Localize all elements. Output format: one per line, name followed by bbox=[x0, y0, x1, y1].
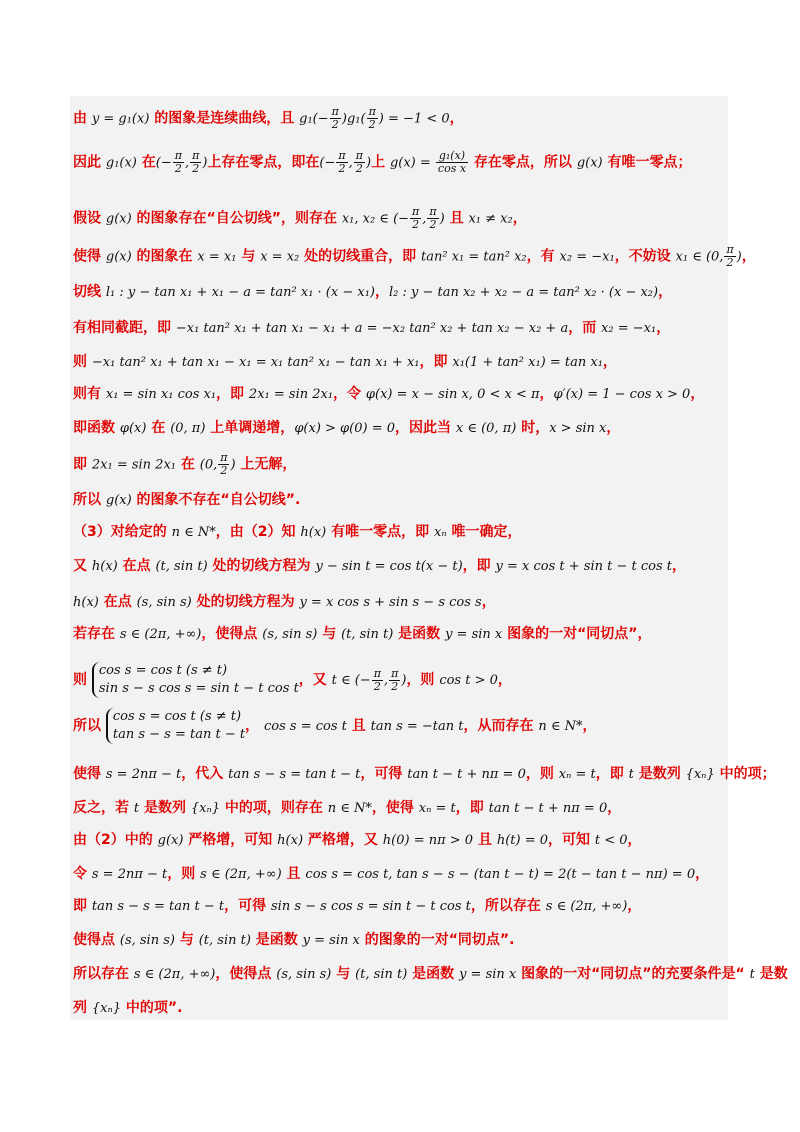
explanation-text: 又 bbox=[73, 558, 92, 574]
fraction-numerator: π bbox=[331, 105, 339, 118]
explanation-text: 的图象存在“自公切线”，则存在 bbox=[131, 210, 342, 227]
math-expression: y = sin x bbox=[459, 967, 517, 982]
explanation-text: 中的项； bbox=[714, 766, 776, 782]
explanation-text: 在点 bbox=[98, 594, 137, 610]
math-expression: ) bbox=[736, 249, 742, 265]
math-expression: x₁ = sin x₁ cos x₁ bbox=[105, 387, 217, 402]
solution-line bbox=[73, 318, 730, 339]
math-expression: φ(x) bbox=[119, 421, 147, 436]
fraction bbox=[372, 668, 383, 693]
fraction-denominator: 2 bbox=[355, 162, 363, 175]
math-expression: tan t − t + nπ = 0 bbox=[407, 767, 526, 782]
explanation-text: 时， bbox=[516, 420, 550, 436]
solution-line bbox=[73, 384, 730, 405]
math-expression: φ(x) = x − sin x, 0 < x < π bbox=[365, 387, 540, 402]
math-expression: {xₙ} bbox=[190, 801, 221, 816]
explanation-text: ，则 bbox=[167, 866, 201, 882]
fraction-numerator: π bbox=[726, 243, 734, 256]
solution-line bbox=[73, 282, 730, 303]
math-expression: (s, sin s) bbox=[136, 595, 192, 610]
solution-line bbox=[73, 490, 730, 511]
fraction-denominator: 2 bbox=[412, 218, 420, 231]
fraction-denominator: 2 bbox=[391, 679, 399, 693]
fraction-numerator: g₁(x) bbox=[436, 150, 468, 163]
fraction bbox=[330, 106, 341, 131]
explanation-text: 处的切线方程为 bbox=[191, 594, 300, 610]
math-expression: g(x) bbox=[105, 211, 132, 227]
explanation-text: 与 bbox=[174, 932, 199, 948]
explanation-text: ，使得点 bbox=[215, 966, 277, 982]
math-expression: tan s − s = tan t − t bbox=[91, 899, 225, 914]
explanation-text: 上 bbox=[371, 154, 390, 171]
explanation-text: ，由（2）知 bbox=[215, 524, 301, 540]
fraction bbox=[173, 150, 184, 175]
math-expression: {xₙ} bbox=[685, 767, 715, 782]
fraction-numerator: π bbox=[355, 149, 363, 162]
explanation-text: ， bbox=[607, 800, 622, 816]
explanation-text: 是函数 bbox=[393, 626, 446, 642]
explanation-text: 的图象不存在“自公切线”. bbox=[131, 492, 301, 508]
math-expression: h(x) bbox=[73, 595, 99, 610]
explanation-text: ， bbox=[497, 672, 512, 688]
explanation-text: ， bbox=[481, 594, 496, 610]
explanation-text: 所以 bbox=[73, 492, 106, 508]
equation-system bbox=[106, 708, 245, 744]
math-expression: (0, bbox=[199, 457, 218, 473]
explanation-text: ， bbox=[741, 248, 756, 265]
fraction bbox=[190, 150, 201, 175]
explanation-text: ， bbox=[582, 718, 597, 734]
explanation-text: ，有 bbox=[526, 248, 560, 265]
fraction-denominator: 2 bbox=[429, 218, 437, 231]
explanation-text: ，即 bbox=[216, 386, 249, 402]
math-expression: x₁ ∈ (0, bbox=[675, 249, 724, 265]
explanation-text: 所以存在 bbox=[73, 966, 134, 982]
explanation-text: ， bbox=[512, 210, 527, 227]
explanation-text: ，则 bbox=[406, 672, 440, 688]
fraction bbox=[367, 106, 378, 131]
math-expression: n ∈ N* bbox=[171, 525, 216, 540]
math-expression: tan s − s = tan t − t bbox=[228, 767, 361, 782]
fraction-numerator: π bbox=[391, 666, 399, 680]
system-equation: tan s − s = tan t − t bbox=[112, 727, 246, 742]
math-expression: n ∈ N* bbox=[538, 719, 583, 734]
math-expression: g₁(− bbox=[299, 111, 329, 127]
math-expression: ) bbox=[202, 155, 208, 171]
math-expression: sin s − s cos s = sin t − t cos t bbox=[270, 899, 471, 914]
explanation-text: 即 bbox=[73, 456, 92, 473]
math-expression: n ∈ N* bbox=[327, 801, 372, 816]
math-expression: cos s = cos t bbox=[263, 719, 347, 734]
explanation-text: 是函数 bbox=[407, 966, 460, 982]
math-expression: h(0) = nπ > 0 bbox=[382, 833, 474, 848]
explanation-text: 处的切线方程为 bbox=[207, 558, 316, 574]
math-expression: , bbox=[422, 211, 427, 227]
explanation-text: ， bbox=[627, 832, 642, 848]
math-expression: (t, sin t) bbox=[355, 967, 408, 982]
explanation-text: ，使得点 bbox=[201, 626, 263, 642]
explanation-text: 与 bbox=[317, 626, 342, 642]
explanation-text: 由 bbox=[73, 110, 92, 127]
math-expression: 2x₁ = sin 2x₁ bbox=[91, 457, 176, 473]
system-equation: sin s − s cos s = sin t − t cos t bbox=[98, 681, 299, 696]
explanation-text: ，则 bbox=[525, 766, 559, 782]
math-expression: g₁(x) bbox=[105, 155, 137, 171]
explanation-text: ， bbox=[656, 320, 671, 336]
math-expression: y = x cos t + sin t − t cos t bbox=[495, 559, 672, 574]
equation-system bbox=[92, 662, 299, 698]
explanation-text: 与 bbox=[236, 248, 261, 265]
explanation-text: 是数列 bbox=[633, 766, 686, 782]
math-expression: h(t) = 0 bbox=[496, 833, 548, 848]
math-expression: , bbox=[383, 673, 389, 688]
solution-line bbox=[73, 352, 730, 373]
math-expression: g(x) bbox=[105, 493, 132, 508]
fraction-numerator: π bbox=[429, 205, 437, 218]
explanation-text: ， bbox=[690, 386, 705, 402]
explanation-text: ， bbox=[602, 354, 617, 370]
math-expression: , bbox=[184, 155, 190, 171]
explanation-text: 若存在 bbox=[73, 626, 120, 642]
solution-line bbox=[73, 452, 730, 477]
explanation-text: 有相同截距，即 bbox=[73, 320, 176, 336]
explanation-text: ， bbox=[658, 284, 673, 300]
explanation-text: 使得 bbox=[73, 248, 106, 265]
explanation-text: 反之，若 bbox=[73, 800, 134, 816]
explanation-text: ，不妨设 bbox=[614, 248, 676, 265]
fraction bbox=[436, 150, 468, 175]
explanation-text: 是函数 bbox=[250, 932, 303, 948]
math-expression: y = sin x bbox=[445, 627, 503, 642]
explanation-text: 在点 bbox=[117, 558, 156, 574]
math-expression: x ∈ (0, π) bbox=[455, 421, 517, 436]
math-expression: (s, sin s) bbox=[276, 967, 332, 982]
fraction bbox=[410, 206, 421, 231]
explanation-text: ，可得 bbox=[224, 898, 271, 914]
solution-line bbox=[73, 106, 730, 131]
math-expression: ) bbox=[230, 457, 236, 473]
fraction bbox=[724, 244, 735, 269]
explanation-text: 且 bbox=[444, 210, 469, 227]
solution-line bbox=[73, 930, 730, 951]
math-expression: t ∈ (− bbox=[331, 673, 371, 688]
math-expression: y = g₁(x) bbox=[91, 111, 150, 127]
math-expression: x = x₂ bbox=[260, 249, 300, 265]
math-expression: cos s = cos t, tan s − s − (tan t − t) = 2(t − tan t − nπ) = 0 bbox=[305, 867, 696, 882]
explanation-text: ， bbox=[539, 386, 554, 402]
math-expression: (0, π) bbox=[170, 421, 206, 436]
explanation-text: ，从而存在 bbox=[463, 718, 539, 734]
math-expression: x₁, x₂ ∈ (− bbox=[341, 211, 410, 227]
fraction-denominator: 2 bbox=[368, 118, 376, 131]
math-expression: tan s = −tan t bbox=[370, 719, 464, 734]
explanation-text: ，可得 bbox=[360, 766, 408, 782]
math-expression: t bbox=[133, 801, 140, 816]
explanation-text: 严格增，可知 bbox=[183, 832, 278, 848]
math-expression: ) bbox=[401, 673, 407, 688]
explanation-text: 唯一确定， bbox=[446, 524, 522, 540]
math-expression: s = 2nπ − t bbox=[91, 867, 168, 882]
math-expression: h(x) bbox=[91, 559, 118, 574]
fraction-numerator: π bbox=[373, 666, 381, 680]
explanation-text: ，即 bbox=[595, 766, 629, 782]
explanation-text: 由（2）中的 bbox=[73, 832, 158, 848]
explanation-text: 图象的一对“同切点”的充要条件是“ bbox=[516, 966, 750, 982]
math-expression: )g₁( bbox=[341, 111, 366, 127]
explanation-text: 处的切线重合，即 bbox=[299, 248, 422, 265]
explanation-text: ，所以存在 bbox=[470, 898, 546, 914]
explanation-text: ，代入 bbox=[181, 766, 229, 782]
explanation-text: 在 bbox=[176, 456, 200, 473]
math-expression: φ′(x) = 1 − cos x > 0 bbox=[553, 387, 691, 402]
explanation-text: 存在零点，所以 bbox=[469, 154, 577, 171]
math-expression: (s, sin s) bbox=[119, 933, 175, 948]
explanation-text: ，而 bbox=[568, 320, 602, 336]
explanation-text: 与 bbox=[331, 966, 356, 982]
explanation-text: 即 bbox=[73, 898, 92, 914]
explanation-text: 中的项，则存在 bbox=[220, 800, 328, 816]
math-expression: xₙ bbox=[434, 525, 447, 540]
fraction-denominator: 2 bbox=[373, 679, 381, 693]
explanation-text: 在 bbox=[136, 154, 156, 171]
math-expression: (t, sin t) bbox=[341, 627, 394, 642]
explanation-text: 所以 bbox=[73, 718, 106, 734]
math-expression: ) bbox=[366, 155, 372, 171]
fraction-numerator: π bbox=[220, 451, 228, 464]
math-expression: ) bbox=[439, 211, 445, 227]
fraction-denominator: 2 bbox=[338, 162, 346, 175]
math-expression: g(x) bbox=[157, 833, 184, 848]
solution-line bbox=[73, 150, 730, 175]
explanation-text: 有唯一零点，即 bbox=[326, 524, 434, 540]
explanation-text: ， bbox=[672, 558, 686, 574]
fraction-numerator: π bbox=[174, 149, 182, 162]
solution-line bbox=[73, 662, 730, 698]
fraction-numerator: π bbox=[338, 149, 346, 162]
solution-line bbox=[73, 798, 730, 819]
math-expression: φ(x) > φ(0) = 0 bbox=[294, 421, 395, 436]
explanation-text: 且 bbox=[473, 832, 497, 848]
math-expression: s ∈ (2π, +∞) bbox=[133, 967, 216, 982]
explanation-text: ， bbox=[695, 866, 710, 882]
explanation-text: 上无解， bbox=[235, 456, 297, 473]
math-expression: h(x) bbox=[300, 525, 327, 540]
math-expression: g(x) = bbox=[389, 155, 435, 171]
explanation-text: 中的项”. bbox=[121, 1000, 183, 1016]
solution-line bbox=[73, 556, 730, 577]
system-equation: cos s = cos t (s ≠ t) bbox=[112, 709, 242, 724]
math-expression: tan² x₁ = tan² x₂ bbox=[421, 249, 527, 265]
system-equation: cos s = cos t (s ≠ t) bbox=[98, 663, 228, 678]
explanation-text: 图象的一对“同切点”， bbox=[502, 626, 652, 642]
math-expression: x > sin x bbox=[549, 421, 607, 436]
explanation-text: 令 bbox=[73, 866, 92, 882]
fraction-denominator: cos x bbox=[437, 162, 467, 175]
explanation-text: ，即 bbox=[462, 558, 496, 574]
explanation-text: ，即 bbox=[455, 800, 489, 816]
explanation-text: ， bbox=[627, 898, 642, 914]
explanation-text: 的图象是连续曲线，且 bbox=[149, 110, 300, 127]
explanation-text: 且 bbox=[346, 718, 371, 734]
fraction-denominator: 2 bbox=[192, 162, 200, 175]
solution-line bbox=[73, 708, 730, 744]
explanation-text: ， bbox=[449, 110, 464, 127]
explanation-text: ，因此当 bbox=[395, 420, 456, 436]
math-expression: x₁(1 + tan² x₁) = tan x₁ bbox=[452, 355, 603, 370]
math-expression: −x₁ tan² x₁ + tan x₁ − x₁ = x₁ tan² x₁ − tan x₁ + x₁ bbox=[91, 355, 420, 370]
solution-line bbox=[73, 624, 730, 645]
explanation-text: 因此 bbox=[73, 154, 106, 171]
solution-line bbox=[73, 964, 788, 985]
math-expression: cos t > 0 bbox=[439, 673, 498, 688]
explanation-text: ， bbox=[374, 284, 389, 300]
math-expression: tan t − t + nπ = 0 bbox=[488, 801, 608, 816]
fraction-denominator: 2 bbox=[726, 256, 734, 269]
explanation-text: 在 bbox=[146, 420, 171, 436]
fraction bbox=[218, 452, 229, 477]
math-expression: s ∈ (2π, +∞) bbox=[545, 899, 628, 914]
explanation-text: 假设 bbox=[73, 210, 106, 227]
explanation-text: 的图象的一对“同切点”. bbox=[359, 932, 515, 948]
math-expression: (t, sin t) bbox=[155, 559, 208, 574]
math-expression: x₂ = −x₁ bbox=[559, 249, 615, 265]
math-expression: x = x₁ bbox=[197, 249, 237, 265]
explanation-text: 使得点 bbox=[73, 932, 120, 948]
math-expression: ) = −1 < 0 bbox=[378, 111, 450, 127]
fraction-numerator: π bbox=[192, 149, 200, 162]
math-expression: (t, sin t) bbox=[198, 933, 251, 948]
fraction-numerator: π bbox=[412, 205, 420, 218]
explanation-text: 上存在零点，即在 bbox=[207, 154, 320, 171]
math-expression: t bbox=[628, 767, 634, 782]
math-expression: xₙ = t bbox=[418, 801, 456, 816]
fraction-denominator: 2 bbox=[331, 118, 339, 131]
math-expression: s = 2nπ − t bbox=[105, 767, 182, 782]
math-expression: , bbox=[348, 155, 353, 171]
explanation-text: 是数 bbox=[754, 966, 788, 982]
solution-line bbox=[73, 592, 730, 613]
explanation-text: 使得 bbox=[73, 766, 106, 782]
solution-line bbox=[73, 418, 730, 439]
explanation-text: （3）对给定的 bbox=[73, 524, 172, 540]
explanation-text: 且 bbox=[281, 866, 306, 882]
solution-line bbox=[73, 864, 730, 885]
fraction bbox=[427, 206, 438, 231]
fraction-denominator: 2 bbox=[174, 162, 182, 175]
explanation-text: 则 bbox=[73, 354, 92, 370]
math-expression: x₂ = −x₁ bbox=[601, 321, 657, 336]
fraction-numerator: π bbox=[368, 105, 376, 118]
math-expression: x₁ ≠ x₂ bbox=[468, 211, 513, 227]
explanation-text: ，令 bbox=[333, 386, 366, 402]
math-expression: y − sin t = cos t(x − t) bbox=[315, 559, 463, 574]
explanation-text: ，又 bbox=[298, 672, 332, 688]
math-expression: t bbox=[749, 967, 755, 982]
math-expression: (s, sin s) bbox=[262, 627, 318, 642]
math-expression: g(x) bbox=[576, 155, 603, 171]
explanation-text: ， bbox=[606, 420, 621, 436]
explanation-text: ，可知 bbox=[548, 832, 595, 848]
solution-line bbox=[73, 998, 730, 1019]
solution-line bbox=[73, 206, 730, 231]
fraction bbox=[336, 150, 347, 175]
solution-line bbox=[73, 830, 730, 851]
math-expression: (− bbox=[155, 155, 172, 171]
explanation-text: 切线 bbox=[73, 284, 106, 300]
math-expression: {xₙ} bbox=[91, 1001, 122, 1016]
fraction bbox=[389, 668, 400, 693]
solution-line bbox=[73, 522, 730, 543]
explanation-text: 列 bbox=[73, 1000, 92, 1016]
math-expression: 2x₁ = sin 2x₁ bbox=[248, 387, 334, 402]
explanation-text: ，即 bbox=[419, 354, 453, 370]
solution-line bbox=[73, 243, 756, 269]
math-expression: y = x cos s + sin s − s cos s bbox=[299, 595, 482, 610]
explanation-text: ， bbox=[245, 718, 264, 734]
math-expression: xₙ = t bbox=[558, 767, 596, 782]
explanation-text: 即函数 bbox=[73, 420, 120, 436]
explanation-text: 有唯一零点； bbox=[602, 154, 692, 171]
solution-line bbox=[73, 764, 776, 785]
math-expression: (− bbox=[319, 155, 336, 171]
explanation-text: 是数列 bbox=[139, 800, 191, 816]
math-expression: g(x) bbox=[105, 249, 132, 265]
math-expression: s ∈ (2π, +∞) bbox=[200, 867, 282, 882]
explanation-text: 则有 bbox=[73, 386, 106, 402]
explanation-text: 则 bbox=[73, 672, 92, 688]
fraction bbox=[354, 150, 365, 175]
math-expression: t < 0 bbox=[594, 833, 628, 848]
explanation-text: 上单调递增， bbox=[205, 420, 295, 436]
fraction-denominator: 2 bbox=[220, 464, 228, 477]
math-expression: h(x) bbox=[277, 833, 304, 848]
explanation-text: 严格增，又 bbox=[303, 832, 383, 848]
explanation-text: ，使得 bbox=[371, 800, 419, 816]
explanation-text: 的图象在 bbox=[131, 248, 198, 265]
math-expression: s ∈ (2π, +∞) bbox=[119, 627, 202, 642]
solution-line bbox=[73, 896, 730, 917]
math-expression: −x₁ tan² x₁ + tan x₁ − x₁ + a = −x₂ tan² x₂ + tan x₂ − x₂ + a bbox=[175, 321, 569, 336]
math-expression: y = sin x bbox=[302, 933, 360, 948]
math-expression: l₁ : y − tan x₁ + x₁ − a = tan² x₁ · (x − x₁) bbox=[105, 285, 375, 300]
math-expression: l₂ : y − tan x₂ + x₂ − a = tan² x₂ · (x − x₂) bbox=[388, 285, 659, 300]
